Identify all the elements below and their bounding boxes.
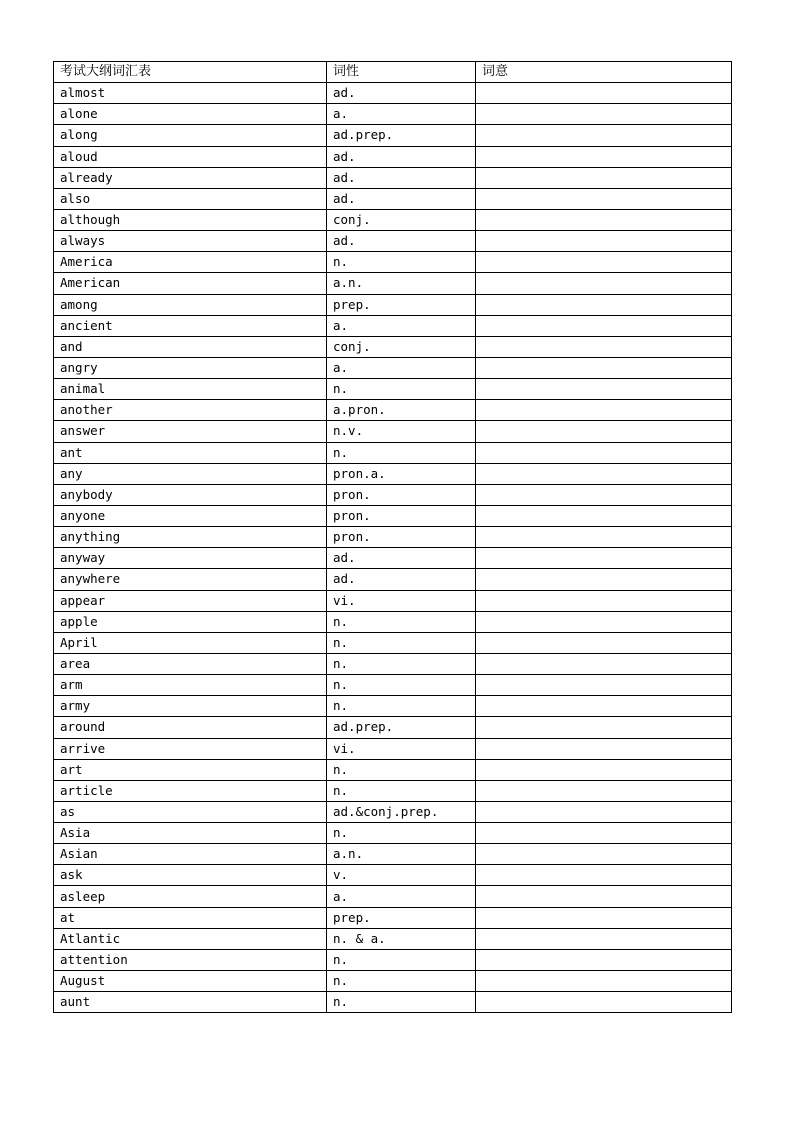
meaning-cell [476, 442, 732, 463]
header-row [54, 62, 732, 83]
table-row [54, 907, 732, 928]
part-of-speech-cell: a. [327, 357, 476, 378]
part-of-speech-cell: n. [327, 696, 476, 717]
table-row [54, 992, 732, 1013]
word-cell: answer [54, 421, 327, 442]
word-cell: apple [54, 611, 327, 632]
header-meaning: 词意 [476, 62, 732, 83]
table-row [54, 83, 732, 104]
word-cell: August [54, 971, 327, 992]
word-cell: along [54, 125, 327, 146]
part-of-speech-cell: ad. [327, 231, 476, 252]
meaning-cell [476, 315, 732, 336]
part-of-speech-cell: ad. [327, 167, 476, 188]
table-row [54, 823, 732, 844]
table-row [54, 780, 732, 801]
meaning-cell [476, 696, 732, 717]
word-cell: anyway [54, 548, 327, 569]
table-row [54, 188, 732, 209]
word-cell: appear [54, 590, 327, 611]
part-of-speech-cell: ad. [327, 83, 476, 104]
table-row [54, 949, 732, 970]
part-of-speech-cell: conj. [327, 336, 476, 357]
table-row [54, 336, 732, 357]
meaning-cell [476, 336, 732, 357]
part-of-speech-cell: pron. [327, 527, 476, 548]
meaning-cell [476, 273, 732, 294]
word-cell: arrive [54, 738, 327, 759]
part-of-speech-cell: a.n. [327, 844, 476, 865]
meaning-cell [476, 717, 732, 738]
part-of-speech-cell: n. & a. [327, 928, 476, 949]
word-cell: and [54, 336, 327, 357]
table-row [54, 971, 732, 992]
table-row [54, 505, 732, 526]
word-cell: attention [54, 949, 327, 970]
word-cell: anybody [54, 484, 327, 505]
table-body [54, 83, 732, 1013]
vocabulary-table [53, 61, 732, 1013]
part-of-speech-cell: n. [327, 632, 476, 653]
part-of-speech-cell: n. [327, 949, 476, 970]
table-row [54, 315, 732, 336]
table-row [54, 146, 732, 167]
part-of-speech-cell: a. [327, 886, 476, 907]
word-cell: America [54, 252, 327, 273]
meaning-cell [476, 484, 732, 505]
meaning-cell [476, 632, 732, 653]
meaning-cell [476, 611, 732, 632]
table-row [54, 104, 732, 125]
meaning-cell [476, 83, 732, 104]
part-of-speech-cell: vi. [327, 590, 476, 611]
table-row [54, 548, 732, 569]
part-of-speech-cell: ad. [327, 569, 476, 590]
meaning-cell [476, 844, 732, 865]
meaning-cell [476, 146, 732, 167]
part-of-speech-cell: prep. [327, 907, 476, 928]
meaning-cell [476, 400, 732, 421]
part-of-speech-cell: n. [327, 780, 476, 801]
meaning-cell [476, 231, 732, 252]
part-of-speech-cell: a. [327, 315, 476, 336]
meaning-cell [476, 104, 732, 125]
table-row [54, 294, 732, 315]
meaning-cell [476, 801, 732, 822]
word-cell: anyone [54, 505, 327, 526]
table-row [54, 400, 732, 421]
word-cell: animal [54, 379, 327, 400]
part-of-speech-cell: pron.a. [327, 463, 476, 484]
meaning-cell [476, 252, 732, 273]
part-of-speech-cell: a.n. [327, 273, 476, 294]
word-cell: arm [54, 675, 327, 696]
table-row [54, 844, 732, 865]
table-row [54, 463, 732, 484]
header-part-of-speech: 词性 [327, 62, 476, 83]
table-row [54, 886, 732, 907]
part-of-speech-cell: n. [327, 442, 476, 463]
meaning-cell [476, 569, 732, 590]
meaning-cell [476, 949, 732, 970]
table-row [54, 801, 732, 822]
meaning-cell [476, 738, 732, 759]
word-cell: among [54, 294, 327, 315]
word-cell: also [54, 188, 327, 209]
table-row [54, 442, 732, 463]
meaning-cell [476, 548, 732, 569]
table-row [54, 167, 732, 188]
meaning-cell [476, 357, 732, 378]
meaning-cell [476, 188, 732, 209]
part-of-speech-cell: ad. [327, 548, 476, 569]
meaning-cell [476, 992, 732, 1013]
part-of-speech-cell: n. [327, 252, 476, 273]
table-row [54, 928, 732, 949]
table-row [54, 675, 732, 696]
word-cell: angry [54, 357, 327, 378]
word-cell: alone [54, 104, 327, 125]
meaning-cell [476, 780, 732, 801]
part-of-speech-cell: a. [327, 104, 476, 125]
meaning-cell [476, 675, 732, 696]
meaning-cell [476, 865, 732, 886]
table-row [54, 590, 732, 611]
part-of-speech-cell: ad.prep. [327, 717, 476, 738]
word-cell: anything [54, 527, 327, 548]
meaning-cell [476, 928, 732, 949]
table-row [54, 611, 732, 632]
word-cell: around [54, 717, 327, 738]
table-row [54, 759, 732, 780]
part-of-speech-cell: v. [327, 865, 476, 886]
part-of-speech-cell: n. [327, 379, 476, 400]
part-of-speech-cell: n. [327, 992, 476, 1013]
table-row [54, 421, 732, 442]
part-of-speech-cell: pron. [327, 484, 476, 505]
table-row [54, 865, 732, 886]
meaning-cell [476, 505, 732, 526]
table-row [54, 379, 732, 400]
meaning-cell [476, 886, 732, 907]
part-of-speech-cell: ad.&conj.prep. [327, 801, 476, 822]
meaning-cell [476, 653, 732, 674]
part-of-speech-cell: n. [327, 653, 476, 674]
word-cell: April [54, 632, 327, 653]
part-of-speech-cell: conj. [327, 209, 476, 230]
meaning-cell [476, 527, 732, 548]
part-of-speech-cell: prep. [327, 294, 476, 315]
part-of-speech-cell: ad. [327, 188, 476, 209]
part-of-speech-cell: ad.prep. [327, 125, 476, 146]
table-row [54, 653, 732, 674]
word-cell: any [54, 463, 327, 484]
part-of-speech-cell: n. [327, 759, 476, 780]
word-cell: at [54, 907, 327, 928]
table-row [54, 125, 732, 146]
word-cell: American [54, 273, 327, 294]
word-cell: always [54, 231, 327, 252]
table-row [54, 209, 732, 230]
table-header [54, 62, 732, 83]
meaning-cell [476, 294, 732, 315]
word-cell: as [54, 801, 327, 822]
word-cell: ant [54, 442, 327, 463]
meaning-cell [476, 209, 732, 230]
table-row [54, 738, 732, 759]
meaning-cell [476, 971, 732, 992]
meaning-cell [476, 759, 732, 780]
table-row [54, 484, 732, 505]
word-cell: ancient [54, 315, 327, 336]
word-cell: aloud [54, 146, 327, 167]
word-cell: although [54, 209, 327, 230]
meaning-cell [476, 125, 732, 146]
meaning-cell [476, 421, 732, 442]
part-of-speech-cell: n. [327, 611, 476, 632]
meaning-cell [476, 379, 732, 400]
part-of-speech-cell: n.v. [327, 421, 476, 442]
word-cell: Atlantic [54, 928, 327, 949]
table-row [54, 357, 732, 378]
header-word: 考试大纲词汇表 [54, 62, 327, 83]
word-cell: art [54, 759, 327, 780]
word-cell: asleep [54, 886, 327, 907]
part-of-speech-cell: n. [327, 823, 476, 844]
part-of-speech-cell: pron. [327, 505, 476, 526]
word-cell: another [54, 400, 327, 421]
meaning-cell [476, 823, 732, 844]
table-row [54, 569, 732, 590]
table-row [54, 231, 732, 252]
word-cell: army [54, 696, 327, 717]
part-of-speech-cell: a.pron. [327, 400, 476, 421]
table-row [54, 273, 732, 294]
meaning-cell [476, 167, 732, 188]
word-cell: already [54, 167, 327, 188]
table-row [54, 527, 732, 548]
part-of-speech-cell: n. [327, 675, 476, 696]
part-of-speech-cell: n. [327, 971, 476, 992]
table-row [54, 252, 732, 273]
word-cell: Asian [54, 844, 327, 865]
part-of-speech-cell: vi. [327, 738, 476, 759]
word-cell: Asia [54, 823, 327, 844]
table-row [54, 632, 732, 653]
meaning-cell [476, 463, 732, 484]
word-cell: area [54, 653, 327, 674]
word-cell: ask [54, 865, 327, 886]
part-of-speech-cell: ad. [327, 146, 476, 167]
table-row [54, 696, 732, 717]
word-cell: anywhere [54, 569, 327, 590]
table-row [54, 717, 732, 738]
word-cell: aunt [54, 992, 327, 1013]
word-cell: article [54, 780, 327, 801]
word-cell: almost [54, 83, 327, 104]
meaning-cell [476, 590, 732, 611]
meaning-cell [476, 907, 732, 928]
